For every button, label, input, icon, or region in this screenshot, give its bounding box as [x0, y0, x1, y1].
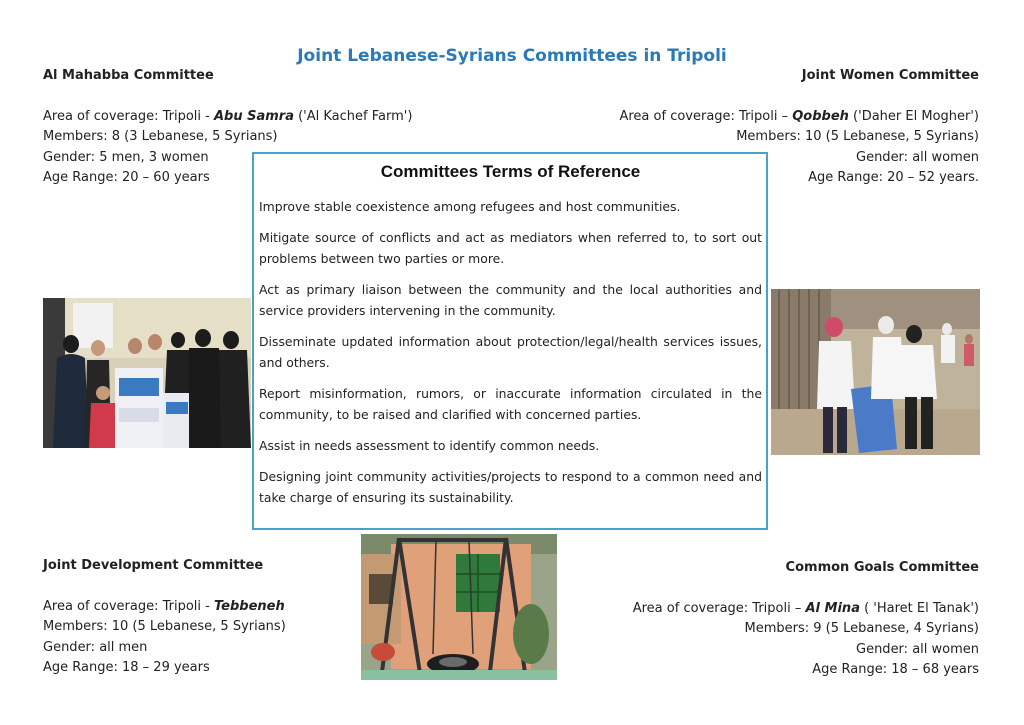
term-item: Designing joint community activities/projects to respond to a common need and take charge of ensuring its sustainability.	[259, 469, 762, 505]
area-of-coverage: Area of coverage: Tripoli – Qobbeh ('Daher El Mogher')	[619, 108, 979, 124]
members: Members: 8 (3 Lebanese, 5 Syrians)	[43, 129, 278, 144]
committee-name: Common Goals Committee	[785, 560, 979, 575]
term-item: Act as primary liaison between the community and the local authorities and service providers intervening in the community.	[259, 282, 762, 318]
area-of-coverage: Area of coverage: Tripoli – Al Mina ( 'Haret El Tanak')	[632, 600, 979, 616]
age-range: Age Range: 18 – 29 years	[43, 660, 210, 675]
committee-name: Joint Development Committee	[43, 558, 264, 573]
committee-name: Joint Women Committee	[801, 68, 979, 83]
committee-common-goals	[633, 558, 979, 681]
term-item: Report misinformation, rumors, or inaccurate information circulated in the community, to be raised and clarified with concerned parties.	[259, 386, 762, 422]
terms-of-reference-box	[252, 152, 768, 530]
gender: Gender: all women	[856, 641, 979, 657]
cleanup-activity-photo	[771, 289, 980, 455]
members: Members: 10 (5 Lebanese, 5 Syrians)	[43, 619, 286, 634]
playground-swing-photo	[361, 534, 557, 680]
term-item: Mitigate source of conflicts and act as mediators when referred to, to sort out problems between two parties or more.	[259, 230, 762, 266]
gender: Gender: 5 men, 3 women	[43, 149, 209, 165]
members: Members: 10 (5 Lebanese, 5 Syrians)	[736, 129, 979, 144]
committee-name: Al Mahabba Committee	[43, 68, 214, 83]
age-range: Age Range: 18 – 68 years	[812, 662, 979, 677]
members: Members: 9 (5 Lebanese, 4 Syrians)	[744, 621, 979, 636]
terms-heading: Committees Terms of Reference	[380, 162, 641, 181]
age-range: Age Range: 20 – 52 years.	[808, 170, 979, 185]
gender: Gender: all women	[856, 149, 979, 165]
gender: Gender: all men	[43, 639, 148, 655]
page-title: Joint Lebanese-Syrians Committees in Tripoli	[297, 46, 727, 66]
term-item: Improve stable coexistence among refugees and host communities.	[259, 199, 681, 214]
committee-joint-development	[43, 556, 286, 679]
area-of-coverage: Area of coverage: Tripoli - Tebbeneh	[43, 598, 285, 614]
term-item: Disseminate updated information about protection/legal/health services issues, and others.	[259, 334, 762, 370]
area-of-coverage: Area of coverage: Tripoli - Abu Samra ('Al Kachef Farm')	[43, 108, 413, 124]
age-range: Age Range: 20 – 60 years	[43, 170, 210, 185]
term-item: Assist in needs assessment to identify common needs.	[259, 438, 600, 453]
group-photo-women	[43, 298, 251, 448]
